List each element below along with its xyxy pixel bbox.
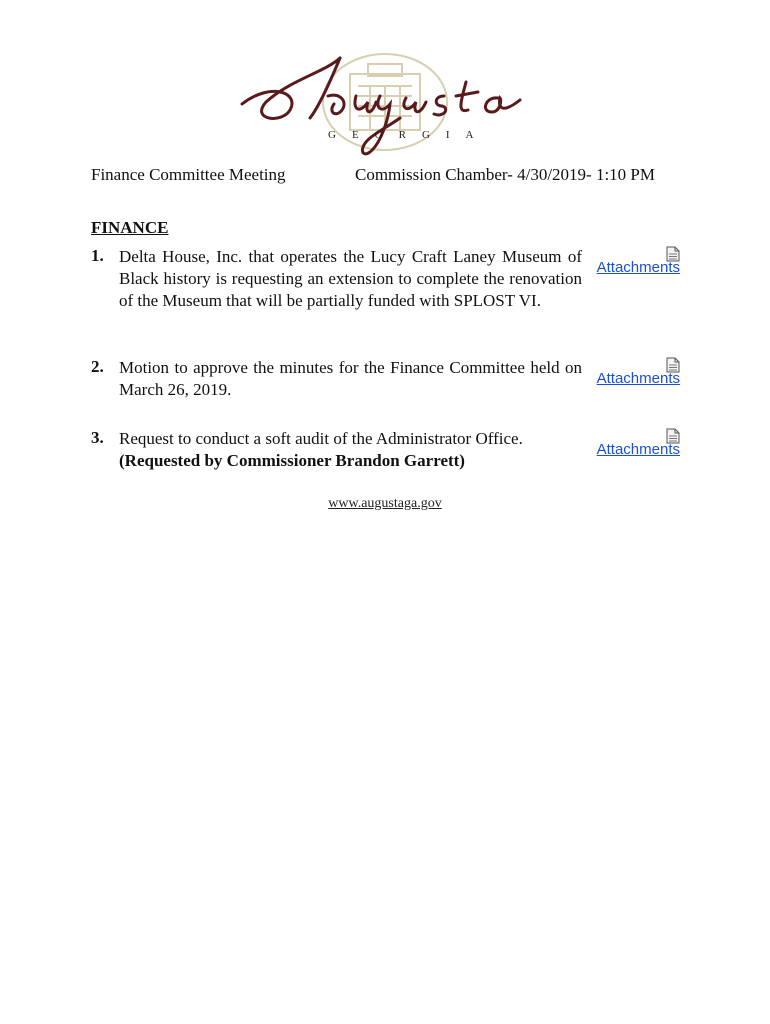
meeting-header (91, 165, 681, 187)
attachment-link-1[interactable] (590, 246, 682, 286)
augusta-logo (230, 52, 540, 162)
attachments-link[interactable]: Attachments (596, 441, 680, 458)
item-number: 3. (91, 428, 104, 447)
website-link[interactable]: www.augustaga.gov (328, 496, 442, 511)
agenda-item-3 (91, 428, 681, 474)
item-text (119, 428, 582, 472)
attachment-link-2[interactable] (590, 357, 682, 397)
attachment-link-3[interactable] (590, 428, 682, 468)
item-text: Motion to approve the minutes for the Finance Committee held on March 26, 2019. (119, 358, 582, 399)
meeting-title: Finance Committee Meeting (91, 165, 286, 184)
agenda-item-1 (91, 246, 681, 336)
meeting-location-time: Commission Chamber- 4/30/2019- 1:10 PM (355, 165, 655, 184)
item-number: 1. (91, 246, 104, 265)
logo-subtext: GEORGIA (328, 129, 490, 141)
attachments-link[interactable]: Attachments (596, 259, 680, 276)
attachments-link[interactable]: Attachments (596, 370, 680, 387)
item-text-main: Request to conduct a soft audit of the Administrator Office. (119, 429, 523, 448)
augusta-seal-logo-image (230, 52, 540, 162)
section-heading-finance: FINANCE (91, 218, 169, 237)
item-number: 2. (91, 357, 104, 376)
agenda-item-2 (91, 357, 681, 403)
item-text-requester: (Requested by Commissioner Brandon Garrett) (119, 451, 465, 470)
item-text: Delta House, Inc. that operates the Lucy Craft Laney Museum of Black history is requesting an extension to complete the renovation of the Museum that will be partially funded with SPLOST VI. (119, 247, 582, 310)
